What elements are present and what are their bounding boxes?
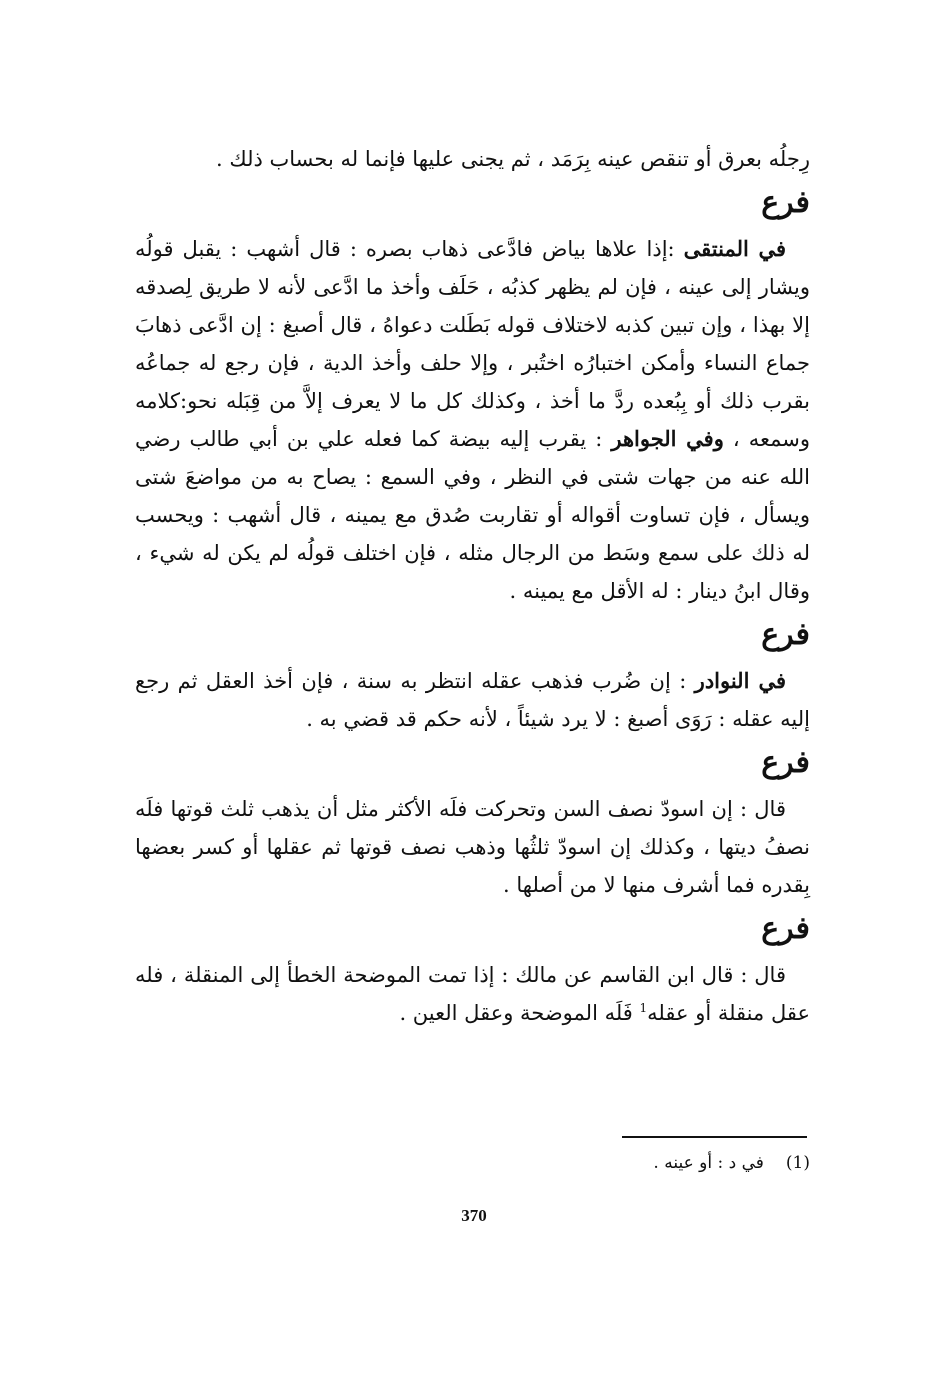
section-text-1a: :إذا علاها بياض فادَّعى ذهاب بصره : قال أشهب : يقبل قولُه ويشار إلى عينه ، فإن لم يظهر كذبُه ، حَلَف وأخذ ما ادَّعى لأنه لا طريق لِصدقه إلا بهذا ، وإن تبين كذبه لاختلاف قوله بَطَلت دعواهُ ، قال أصبغ : إن ادَّعى ذهابَ جماع النساء وأمكن اختبارُه اختُبر ، وإلا حلف وأخذ الدية ، فإن رجع له جماعُه بقرب ذلك أو بِبُعده ردَّ ما أخذ ، وكذلك كل ما لا يعرف إلاَّ من قِبَله نحو:كلامه وسمعه ،	[135, 237, 810, 451]
footnote-text: في د : أو عينه .	[653, 1153, 764, 1173]
section-text-2: : إن ضُرب فذهب عقله انتظر به سنة ، فإن أخذ العقل ثم رجع إليه عقله : رَوَى أصبغ : لا يرد شيئاً ، لأنه حكم قد قضي به .	[135, 669, 810, 731]
section-text-4a: قال : قال ابن القاسم عن مالك : إذا تمت الموضحة الخطأ إلى المنقلة ، فله عقل منقلة أو عقله	[135, 963, 810, 1025]
section-paragraph-3: قال : إن اسودّ نصف السن وتحركت فلَه الأكثر مثل أن يذهب ثلث قوتها فلَه نصفُ ديتها ، وكذلك إن اسودّ ثلثُها وذهب نصف قوتها ثم عقلها أو كسر بعضها بِقدره فما أشرف منها لا من أصلها .	[135, 797, 810, 897]
section-text-1b: : يقرب إليه بيضة كما فعله علي بن أبي طالب رضي الله عنه من جهات شتى في النظر ، وفي السمع : يصاح به من مواضعَ شتى ويسأل ، فإن تساوت أقواله أو تقاربت صُدق مع يمينه ، قال أشهب : ويحسب له ذلك على سمع وسَط من الرجال مثله ، فإن اختلف قولُه لم يكن له شيء ، وقال ابنُ دينار : له الأقل مع يمينه .	[135, 427, 810, 603]
source-name-muntaqa: في المنتقى	[683, 236, 787, 261]
footnote-divider	[622, 1136, 807, 1138]
section-text-4b: فَلَه الموضحة وعقل العين .	[399, 1001, 640, 1025]
intro-paragraph: رِجلُه بعرق أو تنقص عينه بِرَمَد ، ثم يجنى عليها فإنما له بحساب ذلك .	[216, 147, 810, 171]
source-name-nawadir: في النوادر	[694, 668, 786, 693]
footnote	[560, 1148, 810, 1178]
section-paragraph-2	[135, 662, 810, 738]
footnote-reference: 1	[639, 1001, 648, 1015]
section-paragraph-1	[135, 230, 810, 610]
footnote-number: (1)	[785, 1153, 810, 1173]
section-heading-3: فرع	[761, 745, 810, 780]
section-heading-1: فرع	[761, 185, 810, 220]
page-number: 370	[461, 1206, 487, 1225]
section-paragraph-4	[135, 956, 810, 1032]
main-text	[135, 140, 810, 1032]
section-heading-4: فرع	[761, 911, 810, 946]
section-heading-2: فرع	[761, 617, 810, 652]
source-name-jawahir: وفي الجواهر	[611, 426, 724, 451]
